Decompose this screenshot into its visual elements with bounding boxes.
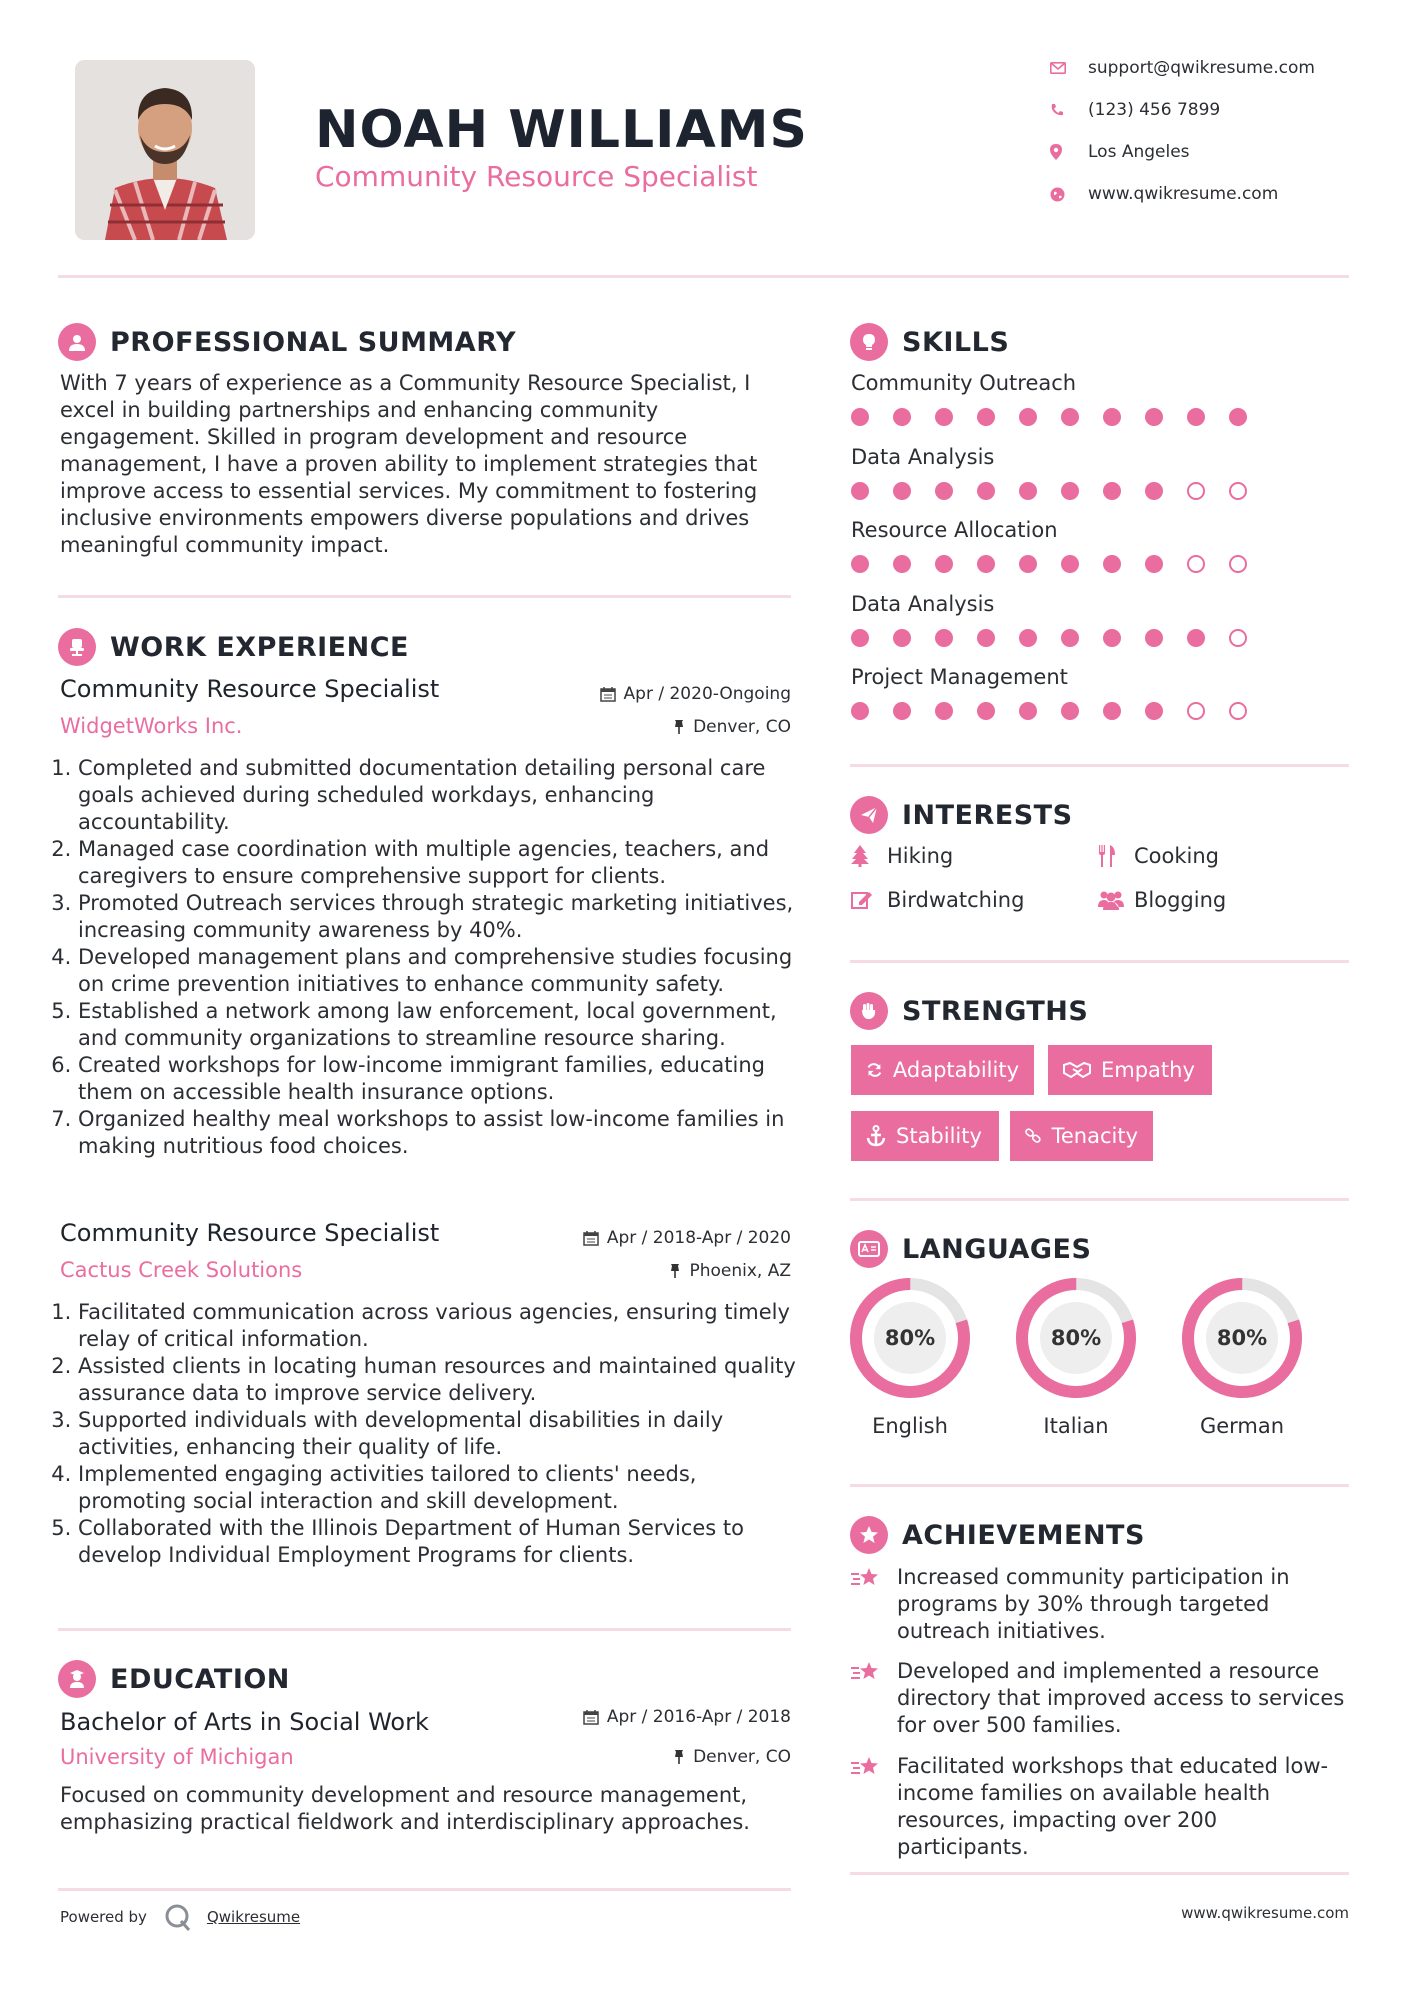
rating-dot-filled bbox=[935, 702, 953, 720]
profile-photo bbox=[75, 60, 255, 240]
list-item: 2. Managed case coordination with multiple agencies, teachers, and caregivers to ensure comprehensive support for clients. bbox=[78, 836, 808, 890]
rating-dot-filled bbox=[893, 482, 911, 500]
briefcase-chair-icon bbox=[58, 628, 96, 666]
list-item: 1. Completed and submitted documentation detailing personal care goals achieved during scheduled workdays, enhancing accountability. bbox=[78, 755, 808, 836]
pushpin-icon bbox=[673, 1749, 685, 1765]
rating-dot-filled bbox=[977, 555, 995, 573]
achievements-heading: ACHIEVEMENTS bbox=[850, 1516, 1145, 1554]
calendar-icon bbox=[583, 1709, 599, 1725]
rating-dot-filled bbox=[1187, 629, 1205, 647]
interest-item: Blogging bbox=[1098, 888, 1226, 912]
map-pin-icon bbox=[1050, 144, 1088, 160]
job-date: Apr / 2018-Apr / 2020 bbox=[500, 1228, 791, 1248]
shooting-star-icon bbox=[851, 1564, 897, 1645]
rating-dot-filled bbox=[893, 629, 911, 647]
rating-dot-filled bbox=[1103, 482, 1121, 500]
rating-dot-filled bbox=[935, 408, 953, 426]
achievements-divider bbox=[850, 1872, 1349, 1875]
users-icon bbox=[1098, 890, 1134, 910]
anchor-icon bbox=[866, 1125, 886, 1147]
strength-tag: Stability bbox=[851, 1111, 999, 1161]
job-location: Denver, CO bbox=[500, 717, 791, 737]
phone-icon bbox=[1050, 103, 1088, 117]
list-item: 2. Assisted clients in locating human resources and maintained quality assurance data to improve service delivery. bbox=[78, 1353, 808, 1407]
rating-dot-filled bbox=[1145, 629, 1163, 647]
rating-dot-filled bbox=[935, 482, 953, 500]
strength-tag: Tenacity bbox=[1010, 1111, 1153, 1161]
job-bullets bbox=[60, 1299, 808, 1569]
company-name: WidgetWorks Inc. bbox=[60, 714, 243, 738]
edit-icon bbox=[851, 890, 887, 910]
work-heading: WORK EXPERIENCE bbox=[58, 628, 409, 666]
fist-icon bbox=[850, 992, 888, 1030]
skill-name: Data Analysis bbox=[851, 592, 995, 616]
school-name: University of Michigan bbox=[60, 1745, 294, 1769]
job-date: Apr / 2020-Ongoing bbox=[500, 684, 791, 704]
rating-dot-filled bbox=[977, 629, 995, 647]
rating-dot-filled bbox=[1103, 629, 1121, 647]
education-location: Denver, CO bbox=[500, 1747, 791, 1767]
language-card-icon bbox=[850, 1230, 888, 1268]
language-name: Italian bbox=[1043, 1414, 1109, 1438]
language-percent: 80% bbox=[1050, 1326, 1102, 1350]
rating-dot-filled bbox=[935, 555, 953, 573]
rating-dot-filled bbox=[1061, 408, 1079, 426]
rating-dot-empty bbox=[1187, 702, 1205, 720]
location-text: Los Angeles bbox=[1088, 142, 1190, 162]
degree-title: Bachelor of Arts in Social Work bbox=[60, 1708, 429, 1736]
globe-icon bbox=[1050, 187, 1088, 202]
rating-dot-filled bbox=[1019, 702, 1037, 720]
rating-dot-filled bbox=[1061, 629, 1079, 647]
language-percent: 80% bbox=[884, 1326, 936, 1350]
list-item: 6. Created workshops for low-income immigrant families, educating them on accessible health insurance options. bbox=[78, 1052, 808, 1106]
strengths-heading: STRENGTHS bbox=[850, 992, 1088, 1030]
rating-dot-filled bbox=[893, 555, 911, 573]
rating-dot-filled bbox=[977, 702, 995, 720]
rating-dot-filled bbox=[1061, 482, 1079, 500]
pushpin-icon bbox=[669, 1263, 681, 1279]
envelope-icon bbox=[1050, 62, 1088, 74]
skill-rating bbox=[851, 482, 1351, 502]
shooting-star-icon bbox=[851, 1658, 897, 1739]
paper-plane-icon bbox=[850, 796, 888, 834]
achievement-item: Developed and implemented a resource directory that improved access to services for over 500 families. bbox=[851, 1658, 1351, 1739]
rating-dot-filled bbox=[1061, 702, 1079, 720]
rating-dot-filled bbox=[1145, 408, 1163, 426]
rating-dot-filled bbox=[1187, 408, 1205, 426]
job-title: Community Resource Specialist bbox=[60, 1219, 440, 1247]
footer-website[interactable]: www.qwikresume.com bbox=[1181, 1904, 1349, 1922]
interests-heading: INTERESTS bbox=[850, 796, 1073, 834]
avatar-illustration bbox=[75, 60, 255, 240]
skills-divider bbox=[850, 764, 1349, 767]
interest-item: Cooking bbox=[1098, 844, 1219, 868]
education-description: Focused on community development and resource management, emphasizing practical fieldwork and interdisciplinary approaches. bbox=[60, 1783, 750, 1834]
contact-location bbox=[1050, 142, 1190, 162]
rating-dot-filled bbox=[851, 482, 869, 500]
skills-heading: SKILLS bbox=[850, 323, 1009, 361]
company-name: Cactus Creek Solutions bbox=[60, 1258, 303, 1282]
phone-text: (123) 456 7899 bbox=[1088, 100, 1221, 120]
skill-name: Project Management bbox=[851, 665, 1068, 689]
rating-dot-empty bbox=[1229, 629, 1247, 647]
interest-item: Hiking bbox=[851, 844, 953, 868]
achievement-item: Increased community participation in programs by 30% through targeted outreach initiatives. bbox=[851, 1564, 1351, 1645]
rating-dot-filled bbox=[1145, 555, 1163, 573]
rating-dot-filled bbox=[851, 702, 869, 720]
rating-dot-filled bbox=[977, 408, 995, 426]
graduate-icon bbox=[58, 1660, 96, 1698]
skill-rating bbox=[851, 408, 1351, 428]
skill-name: Community Outreach bbox=[851, 371, 1077, 395]
rating-dot-filled bbox=[977, 482, 995, 500]
list-item: 4. Developed management plans and comprehensive studies focusing on crime prevention initiatives to enhance community safety. bbox=[78, 944, 808, 998]
handshake-icon bbox=[1063, 1061, 1091, 1079]
list-item: 3. Promoted Outreach services through strategic marketing initiatives, increasing community awareness by 40%. bbox=[78, 890, 808, 944]
rating-dot-filled bbox=[1061, 555, 1079, 573]
list-item: 3. Supported individuals with developmental disabilities in daily activities, enhancing their quality of life. bbox=[78, 1407, 808, 1461]
rating-dot-filled bbox=[851, 408, 869, 426]
star-badge-icon bbox=[850, 1516, 888, 1554]
rating-dot-filled bbox=[1019, 482, 1037, 500]
list-item: 7. Organized healthy meal workshops to assist low-income families in making nutritious food choices. bbox=[78, 1106, 808, 1160]
contact-phone[interactable] bbox=[1050, 100, 1220, 120]
candidate-title: Community Resource Specialist bbox=[315, 160, 758, 193]
rating-dot-filled bbox=[851, 555, 869, 573]
utensils-icon bbox=[1098, 845, 1134, 867]
skill-rating bbox=[851, 629, 1351, 649]
rating-dot-filled bbox=[1103, 555, 1121, 573]
rating-dot-empty bbox=[1229, 555, 1247, 573]
contact-email[interactable] bbox=[1050, 58, 1315, 78]
skill-name: Resource Allocation bbox=[851, 518, 1058, 542]
list-item: 5. Established a network among law enforcement, local government, and community organizations to streamline resource sharing. bbox=[78, 998, 808, 1052]
skill-rating bbox=[851, 555, 1351, 575]
rating-dot-empty bbox=[1229, 482, 1247, 500]
candidate-name: NOAH WILLIAMS bbox=[315, 100, 808, 160]
achievement-item: Facilitated workshops that educated low-income families on available health resources, impacting over 200 participants. bbox=[851, 1753, 1351, 1861]
qwikresume-logo-icon bbox=[163, 1902, 193, 1932]
calendar-icon bbox=[600, 686, 616, 702]
list-item: 4. Implemented engaging activities tailored to clients' needs, promoting social interaction and skill development. bbox=[78, 1461, 808, 1515]
strength-tag: Empathy bbox=[1048, 1045, 1212, 1095]
tree-icon bbox=[851, 845, 887, 867]
rating-dot-filled bbox=[1019, 408, 1037, 426]
strengths-divider bbox=[850, 1198, 1349, 1201]
rating-dot-filled bbox=[935, 629, 953, 647]
languages-heading: LANGUAGES bbox=[850, 1230, 1091, 1268]
language-name: English bbox=[872, 1414, 948, 1438]
rating-dot-filled bbox=[893, 408, 911, 426]
rating-dot-empty bbox=[1187, 555, 1205, 573]
job-bullets bbox=[60, 755, 808, 1160]
website-text: www.qwikresume.com bbox=[1088, 184, 1279, 204]
summary-text: With 7 years of experience as a Community Resource Specialist, I excel in building partnerships and enhancing community engagement. Skilled in program development and resource management, I have a proven ability to implement strategies that improve access to essential services. My commitment to fostering inclusive environments empowers diverse populations and drives meaningful community impact. bbox=[60, 371, 758, 557]
rating-dot-filled bbox=[1145, 702, 1163, 720]
user-icon bbox=[58, 323, 96, 361]
education-heading: EDUCATION bbox=[58, 1660, 290, 1698]
pushpin-icon bbox=[673, 719, 685, 735]
rating-dot-filled bbox=[1019, 555, 1037, 573]
summary-divider bbox=[58, 595, 791, 598]
rating-dot-empty bbox=[1187, 482, 1205, 500]
header-divider bbox=[58, 275, 1349, 278]
contact-website[interactable] bbox=[1050, 184, 1278, 204]
rating-dot-filled bbox=[1103, 408, 1121, 426]
link-icon bbox=[1025, 1125, 1042, 1147]
summary-heading: PROFESSIONAL SUMMARY bbox=[58, 323, 516, 361]
list-item: 1. Facilitated communication across various agencies, ensuring timely relay of critical information. bbox=[78, 1299, 808, 1353]
brand-link[interactable]: Qwikresume bbox=[206, 1908, 301, 1926]
strength-tag: Adaptability bbox=[851, 1045, 1034, 1095]
calendar-icon bbox=[583, 1230, 599, 1246]
skill-name: Data Analysis bbox=[851, 445, 995, 469]
job-location: Phoenix, AZ bbox=[500, 1261, 791, 1281]
education-date: Apr / 2016-Apr / 2018 bbox=[500, 1707, 791, 1727]
language-name: German bbox=[1199, 1414, 1285, 1438]
lightbulb-icon bbox=[850, 323, 888, 361]
interests-divider bbox=[850, 960, 1349, 963]
rating-dot-empty bbox=[1229, 702, 1247, 720]
list-item: 5. Collaborated with the Illinois Department of Human Services to develop Individual Employment Programs for clients. bbox=[78, 1515, 808, 1569]
skill-rating bbox=[851, 702, 1351, 722]
rating-dot-filled bbox=[1019, 629, 1037, 647]
email-text: support@qwikresume.com bbox=[1088, 58, 1315, 78]
footer-powered-by: Powered by Qwikresume bbox=[60, 1902, 300, 1932]
rating-dot-filled bbox=[1145, 482, 1163, 500]
languages-divider bbox=[850, 1484, 1349, 1487]
rating-dot-filled bbox=[1103, 702, 1121, 720]
rating-dot-filled bbox=[851, 629, 869, 647]
interest-item: Birdwatching bbox=[851, 888, 1024, 912]
work-divider bbox=[58, 1628, 791, 1631]
shooting-star-icon bbox=[851, 1753, 897, 1861]
rating-dot-filled bbox=[893, 702, 911, 720]
refresh-icon bbox=[866, 1060, 883, 1080]
job-title: Community Resource Specialist bbox=[60, 675, 440, 703]
education-divider bbox=[58, 1888, 791, 1891]
language-percent: 80% bbox=[1216, 1326, 1268, 1350]
rating-dot-filled bbox=[1229, 408, 1247, 426]
